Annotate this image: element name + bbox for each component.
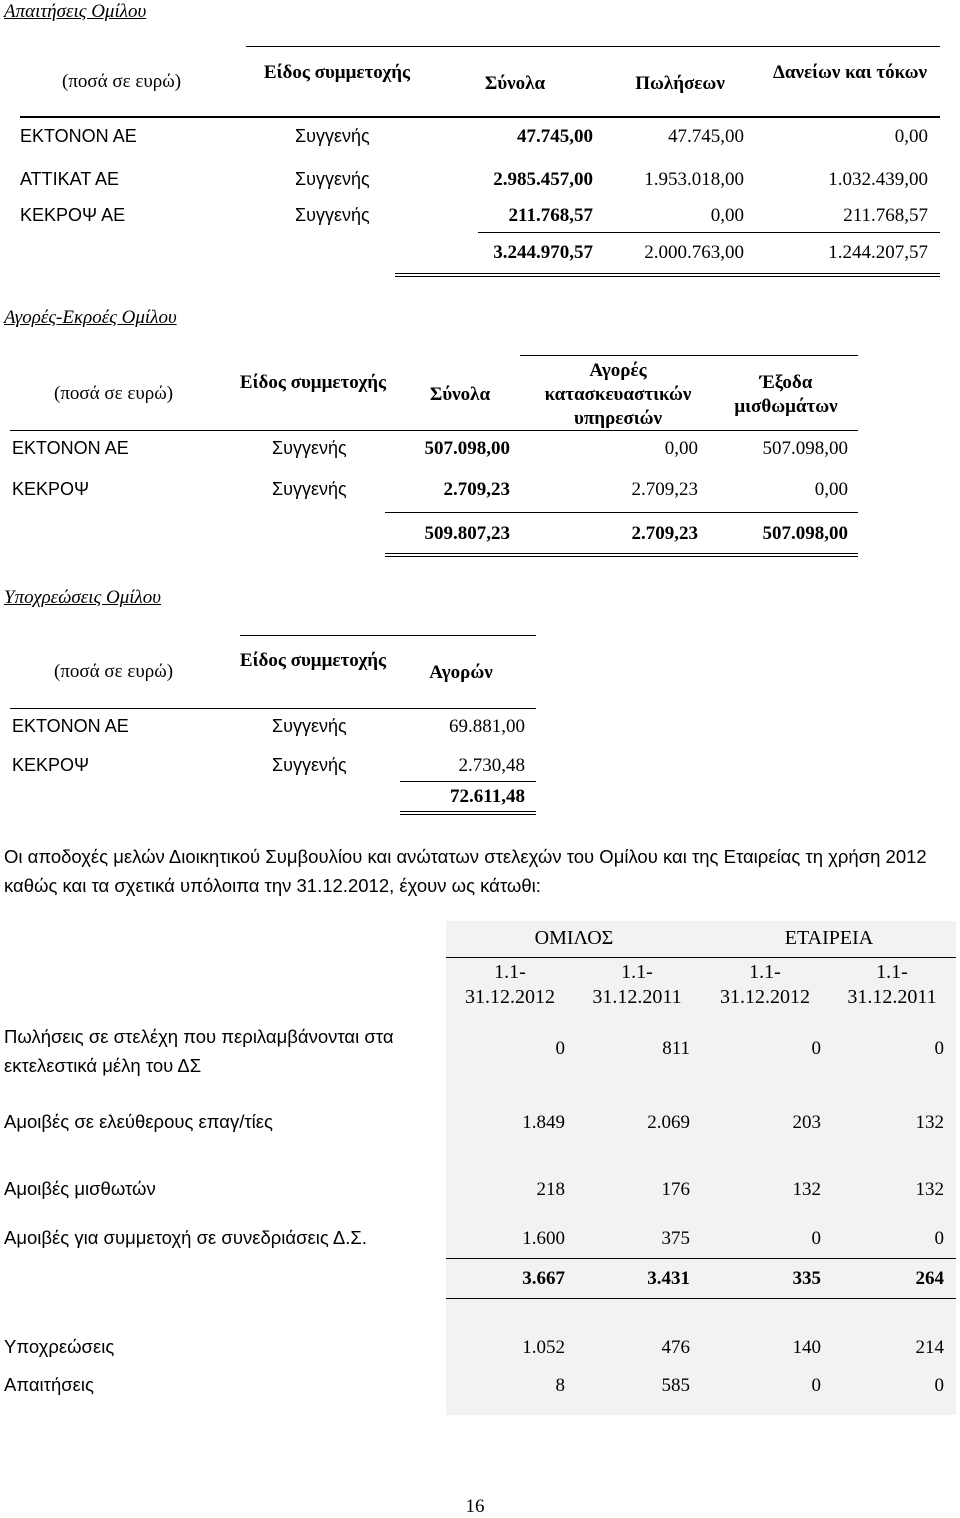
section2-header-services: Αγορές κατασκευαστικών υπηρεσιών <box>544 360 692 429</box>
company-name: ΑΤΤΙΚΑΤ ΑΕ <box>20 169 120 189</box>
value-company-2012: 0 <box>811 1375 821 1396</box>
value-company-2012: 0 <box>811 1228 821 1249</box>
value-company-2012: 132 <box>792 1179 821 1200</box>
section4-total-rule <box>446 1298 956 1299</box>
section3-total-double-rule <box>400 811 536 815</box>
section3-header-type: Είδος συμμετοχής <box>239 650 387 671</box>
section3-title: Υποχρεώσεις Ομίλου <box>4 587 162 608</box>
value-group-2011: 811 <box>662 1038 690 1059</box>
value-group-2012: 0 <box>555 1038 565 1059</box>
total-value: 507.098,00 <box>424 438 510 459</box>
value-company-2011: 132 <box>915 1112 944 1133</box>
section2-title: Αγορές-Εκροές Ομίλου <box>4 307 177 328</box>
participation-type: Συγγενής <box>295 169 370 189</box>
total-company-2012: 335 <box>792 1268 821 1289</box>
section4-subtotal-rule <box>446 1258 956 1259</box>
rent-value: 507.098,00 <box>762 438 848 459</box>
company-name: ΕΚΤΟΝΟΝ ΑΕ <box>12 716 129 736</box>
section2-header-total: Σύνολα <box>429 384 491 405</box>
section2-header-top-rule <box>520 355 858 356</box>
value-group-2012: 1.600 <box>522 1228 565 1249</box>
section1-title: Απαιτήσεις Ομίλου <box>4 1 147 22</box>
section2-header-type: Είδος συμμετοχής <box>239 372 387 393</box>
total-group-2011: 3.431 <box>647 1268 690 1289</box>
purchases-value: 69.881,00 <box>449 716 525 737</box>
sales-value: 0,00 <box>710 205 744 226</box>
participation-type: Συγγενής <box>295 205 370 225</box>
participation-type: Συγγενής <box>272 716 347 736</box>
section3-subtotal-rule <box>400 781 536 782</box>
purchases-value: 2.730,48 <box>458 755 525 776</box>
company-name: ΚΕΚΡΟΨ ΑΕ <box>20 205 126 225</box>
row-label: Υποχρεώσεις <box>4 1336 115 1357</box>
participation-type: Συγγενής <box>272 755 347 775</box>
company-header: ΕΤΑΙΡΕΙΑ <box>784 927 874 949</box>
loans-value: 211.768,57 <box>843 205 928 226</box>
loans-value: 0,00 <box>894 126 928 147</box>
value-group-2011: 585 <box>661 1375 690 1396</box>
services-value: 0,00 <box>664 438 698 459</box>
row-label: Απαιτήσεις <box>4 1374 94 1395</box>
value-company-2012: 0 <box>811 1038 821 1059</box>
section2-unit: (ποσά σε ευρώ) <box>54 383 174 404</box>
loans-value: 1.032.439,00 <box>828 169 928 190</box>
total-sum: 3.244.970,57 <box>493 242 593 263</box>
page-number: 16 <box>465 1496 485 1517</box>
participation-type: Συγγενής <box>272 438 347 458</box>
section1-unit: (ποσά σε ευρώ) <box>62 71 182 92</box>
services-value: 2.709,23 <box>631 479 698 500</box>
row-label: Αμοιβές για συμμετοχή σε συνεδριάσεις Δ.Σ. <box>4 1227 367 1248</box>
value-group-2012: 1.052 <box>522 1337 565 1358</box>
section2-total-double-rule <box>385 553 858 557</box>
value-group-2011: 176 <box>661 1179 690 1200</box>
period-header-group-2011: 1.1- 31.12.2011 <box>592 961 682 1008</box>
company-name: ΚΕΚΡΟΨ <box>12 479 90 499</box>
section2-header-bottom-rule <box>10 430 858 431</box>
value-company-2012: 203 <box>792 1112 821 1133</box>
section1-total-double-rule <box>395 273 940 277</box>
participation-type: Συγγενής <box>272 479 347 499</box>
total-value: 2.709,23 <box>443 479 510 500</box>
company-name: ΕΚΤΟΝΟΝ ΑΕ <box>12 438 129 458</box>
section1-header-bottom-rule <box>20 116 940 118</box>
period-header-group-2012: 1.1- 31.12.2012 <box>465 961 555 1008</box>
participation-type: Συγγενής <box>295 126 370 146</box>
sales-value: 1.953.018,00 <box>644 169 744 190</box>
company-name: ΚΕΚΡΟΨ <box>12 755 90 775</box>
remuneration-paragraph: Οι αποδοχές μελών Διοικητικού Συμβουλίου και ανώτατων στελεχών του Ομίλου και της Εταιρείας τη χρήση 2012 καθώς και τα σχετικά υπόλοιπα την 31.12.2012, έχουν ως κάτωθι: <box>4 846 927 896</box>
section4-header-rule <box>446 957 956 958</box>
value-group-2011: 476 <box>661 1337 690 1358</box>
row-label: Αμοιβές σε ελεύθερους επαγ/τίες <box>4 1111 273 1132</box>
value-company-2011: 0 <box>934 1375 944 1396</box>
value-company-2011: 0 <box>934 1038 944 1059</box>
section1-header-type: Είδος συμμετοχής <box>263 62 411 83</box>
value-group-2012: 218 <box>536 1179 565 1200</box>
section3-header-purchases: Αγορών <box>429 662 493 683</box>
total-value: 211.768,57 <box>508 205 593 226</box>
value-group-2011: 375 <box>661 1228 690 1249</box>
services-sum: 2.709,23 <box>631 523 698 544</box>
value-company-2012: 140 <box>792 1337 821 1358</box>
section3-unit: (ποσά σε ευρώ) <box>54 661 174 682</box>
section3-header-bottom-rule <box>10 708 536 709</box>
total-group-2012: 3.667 <box>522 1268 565 1289</box>
total-sum: 509.807,23 <box>424 523 510 544</box>
value-company-2011: 132 <box>915 1179 944 1200</box>
row-label: Αμοιβές μισθωτών <box>4 1178 156 1199</box>
company-name: ΕΚΤΟΝΟΝ ΑΕ <box>20 126 137 146</box>
section2-header-rent: Έξοδα μισθωμάτων <box>734 372 838 417</box>
section1-header-top-rule <box>246 46 940 47</box>
sales-value: 47.745,00 <box>668 126 744 147</box>
total-company-2011: 264 <box>915 1268 944 1289</box>
rent-value: 0,00 <box>814 479 848 500</box>
section3-header-top-rule <box>240 635 536 636</box>
value-group-2012: 8 <box>555 1375 565 1396</box>
section1-header-total: Σύνολα <box>484 73 546 94</box>
section1-subtotal-rule <box>478 232 940 233</box>
total-value: 2.985.457,00 <box>493 169 593 190</box>
value-company-2011: 0 <box>934 1228 944 1249</box>
section2-subtotal-rule <box>385 512 858 513</box>
section1-header-sales: Πωλήσεων <box>635 73 725 94</box>
value-group-2012: 1.849 <box>522 1112 565 1133</box>
value-company-2011: 214 <box>915 1337 944 1358</box>
section3-total: 72.611,48 <box>450 786 525 807</box>
row-label: Πωλήσεις σε στελέχη που περιλαμβάνονται στα εκτελεστικά μέλη του ΔΣ <box>4 1026 394 1076</box>
period-header-company-2012: 1.1- 31.12.2012 <box>720 961 810 1008</box>
total-value: 47.745,00 <box>517 126 593 147</box>
period-header-company-2011: 1.1- 31.12.2011 <box>847 961 937 1008</box>
group-header: ΟΜΙΛΟΣ <box>534 927 614 949</box>
section1-header-loans: Δανείων και τόκων <box>772 62 928 83</box>
rent-sum: 507.098,00 <box>762 523 848 544</box>
sales-sum: 2.000.763,00 <box>644 242 744 263</box>
loans-sum: 1.244.207,57 <box>828 242 928 263</box>
value-group-2011: 2.069 <box>647 1112 690 1133</box>
